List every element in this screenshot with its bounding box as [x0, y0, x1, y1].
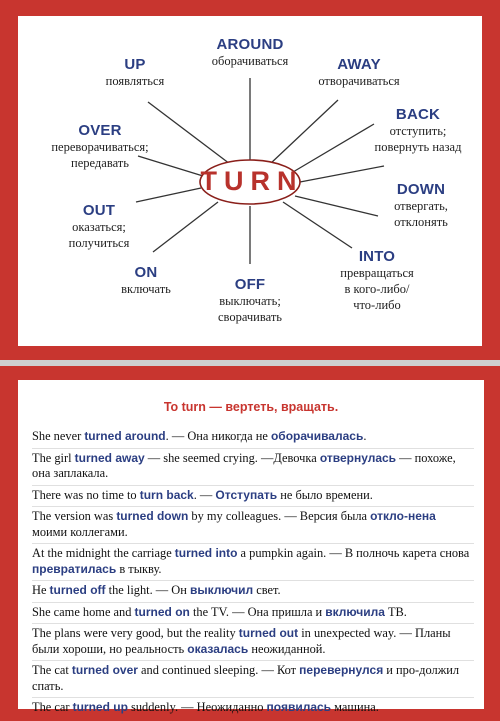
highlighted-phrase: отвернулась	[319, 450, 397, 465]
diagram-card	[0, 0, 500, 360]
highlighted-phrase: Отступать	[215, 487, 278, 502]
highlighted-phrase: turned down	[116, 509, 189, 523]
sentence-text: and continued sleeping. — Кот	[137, 663, 300, 677]
sentence-text: suddenly. — Неожиданно	[127, 700, 267, 714]
translation-back-2: повернуть назад	[374, 140, 462, 154]
sentence-text: She never	[32, 429, 85, 443]
sentence-text: в тыкву.	[116, 561, 162, 576]
translation-over-1: переворачиваться;	[51, 140, 149, 154]
highlighted-phrase: turned away	[74, 450, 145, 465]
keyword-away: AWAY	[337, 56, 381, 73]
translation-up: появляться	[105, 74, 165, 88]
node-around	[192, 36, 308, 69]
node-on	[104, 264, 188, 297]
keyword-up: UP	[124, 56, 146, 73]
translation-down-1: отвергать,	[394, 199, 448, 213]
examples-card	[0, 366, 500, 721]
sentence-text: и про-должил спать.	[32, 663, 460, 693]
sentence-text: a pumpkin again. — В полночь карета снова	[237, 546, 470, 560]
node-over	[40, 122, 160, 171]
example-sentence	[32, 427, 474, 449]
keyword-into: INTO	[358, 248, 396, 265]
example-sentence	[32, 603, 474, 625]
keyword-back: BACK	[395, 106, 441, 123]
translation-on: включать	[121, 282, 171, 296]
center-word-turn: TURN	[200, 166, 304, 196]
example-sentence	[32, 486, 474, 508]
keyword-on: ON	[134, 264, 158, 281]
keyword-over: OVER	[78, 122, 122, 139]
keyword-down: DOWN	[396, 181, 446, 198]
keyword-around: AROUND	[216, 36, 284, 53]
examples-title: To turn — вертеть, вращать.	[163, 400, 339, 414]
sentence-text: At the midnight the carriage	[32, 546, 175, 560]
translation-down-2: отклонять	[394, 215, 448, 229]
diagram-panel	[18, 16, 482, 346]
translation-into-2: в кого-либо/	[344, 282, 410, 296]
sentence-text: . — Она никогда не	[165, 429, 271, 443]
sentence-text: свет.	[253, 583, 281, 597]
sentence-text: неожиданной.	[248, 641, 326, 656]
sentence-text: She came home and	[32, 604, 135, 619]
sentence-text: the TV. — Она пришла и	[189, 604, 326, 619]
highlighted-phrase: перевернулся	[299, 663, 384, 677]
highlighted-phrase: turn back	[139, 487, 194, 502]
translation-over-2: передавать	[71, 156, 129, 170]
highlighted-phrase: turned up	[72, 700, 128, 714]
sentence-text: машина.	[331, 700, 379, 714]
sentence-text: не было времени.	[277, 487, 373, 502]
translation-off-2: сворачивать	[217, 310, 282, 324]
example-sentence	[32, 544, 474, 581]
highlighted-phrase: включила	[325, 604, 385, 619]
example-sentence	[32, 661, 474, 698]
node-back	[368, 106, 468, 155]
sentence-text: — похоже, она заплакала.	[32, 450, 456, 480]
highlighted-phrase: выключил	[189, 583, 254, 597]
sentence-text: ТВ.	[384, 604, 407, 619]
translation-out-1: оказаться;	[72, 220, 126, 234]
sentence-text: in unexpected way. — Планы были хороши, но реальность	[32, 626, 451, 656]
highlighted-phrase: откло-нена	[370, 509, 436, 523]
sentence-text: by my colleagues. — Версия была	[188, 509, 371, 523]
sentence-text: The plans were very good, but the reality	[32, 626, 239, 640]
highlighted-phrase: превратилась	[32, 561, 117, 576]
example-sentence	[32, 624, 474, 661]
highlighted-phrase: turned out	[238, 626, 299, 640]
keyword-off: OFF	[234, 276, 266, 293]
sentence-text: He	[32, 583, 50, 597]
highlighted-phrase: turned into	[174, 546, 238, 560]
sentence-text: .	[363, 429, 367, 443]
node-out	[46, 202, 152, 251]
example-sentence	[32, 581, 474, 603]
highlighted-phrase: turned around	[84, 429, 166, 443]
sentence-text: The girl	[32, 450, 75, 465]
node-away	[300, 56, 418, 89]
example-sentence	[32, 507, 474, 544]
sentence-text: . —	[193, 487, 216, 502]
sentence-text: The version was	[32, 509, 117, 523]
node-down	[376, 181, 466, 230]
highlighted-phrase: оборачивалась	[270, 429, 364, 443]
highlighted-phrase: оказалась	[187, 641, 249, 656]
translation-off-1: выключать;	[219, 294, 281, 308]
highlighted-phrase: turned over	[71, 663, 138, 677]
sentence-text: There was no time to	[32, 487, 140, 502]
translation-back-1: отступить;	[389, 124, 447, 138]
sentence-text: — she seemed crying. —Девочка	[144, 450, 320, 465]
sentence-text: The cat	[32, 663, 72, 677]
translation-out-2: получиться	[68, 236, 130, 250]
sentence-text: The car	[32, 700, 73, 714]
example-sentence	[32, 698, 474, 719]
highlighted-phrase: turned on	[134, 604, 190, 619]
examples-list	[32, 427, 474, 719]
translation-into-3: что-либо	[353, 298, 401, 312]
node-up	[90, 56, 180, 89]
keyword-out: OUT	[82, 202, 116, 219]
node-into	[322, 248, 432, 313]
sentence-text: моими коллегами.	[32, 524, 128, 539]
translation-into-1: превращаться	[340, 266, 414, 280]
translation-around: оборачиваться	[211, 54, 289, 68]
node-off	[198, 276, 302, 325]
translation-away: отворачиваться	[318, 74, 400, 88]
example-sentence	[32, 449, 474, 486]
sentence-text: the light. — Он	[105, 583, 190, 597]
highlighted-phrase: turned off	[49, 583, 106, 597]
highlighted-phrase: появилась	[266, 700, 332, 714]
examples-panel	[18, 380, 484, 714]
